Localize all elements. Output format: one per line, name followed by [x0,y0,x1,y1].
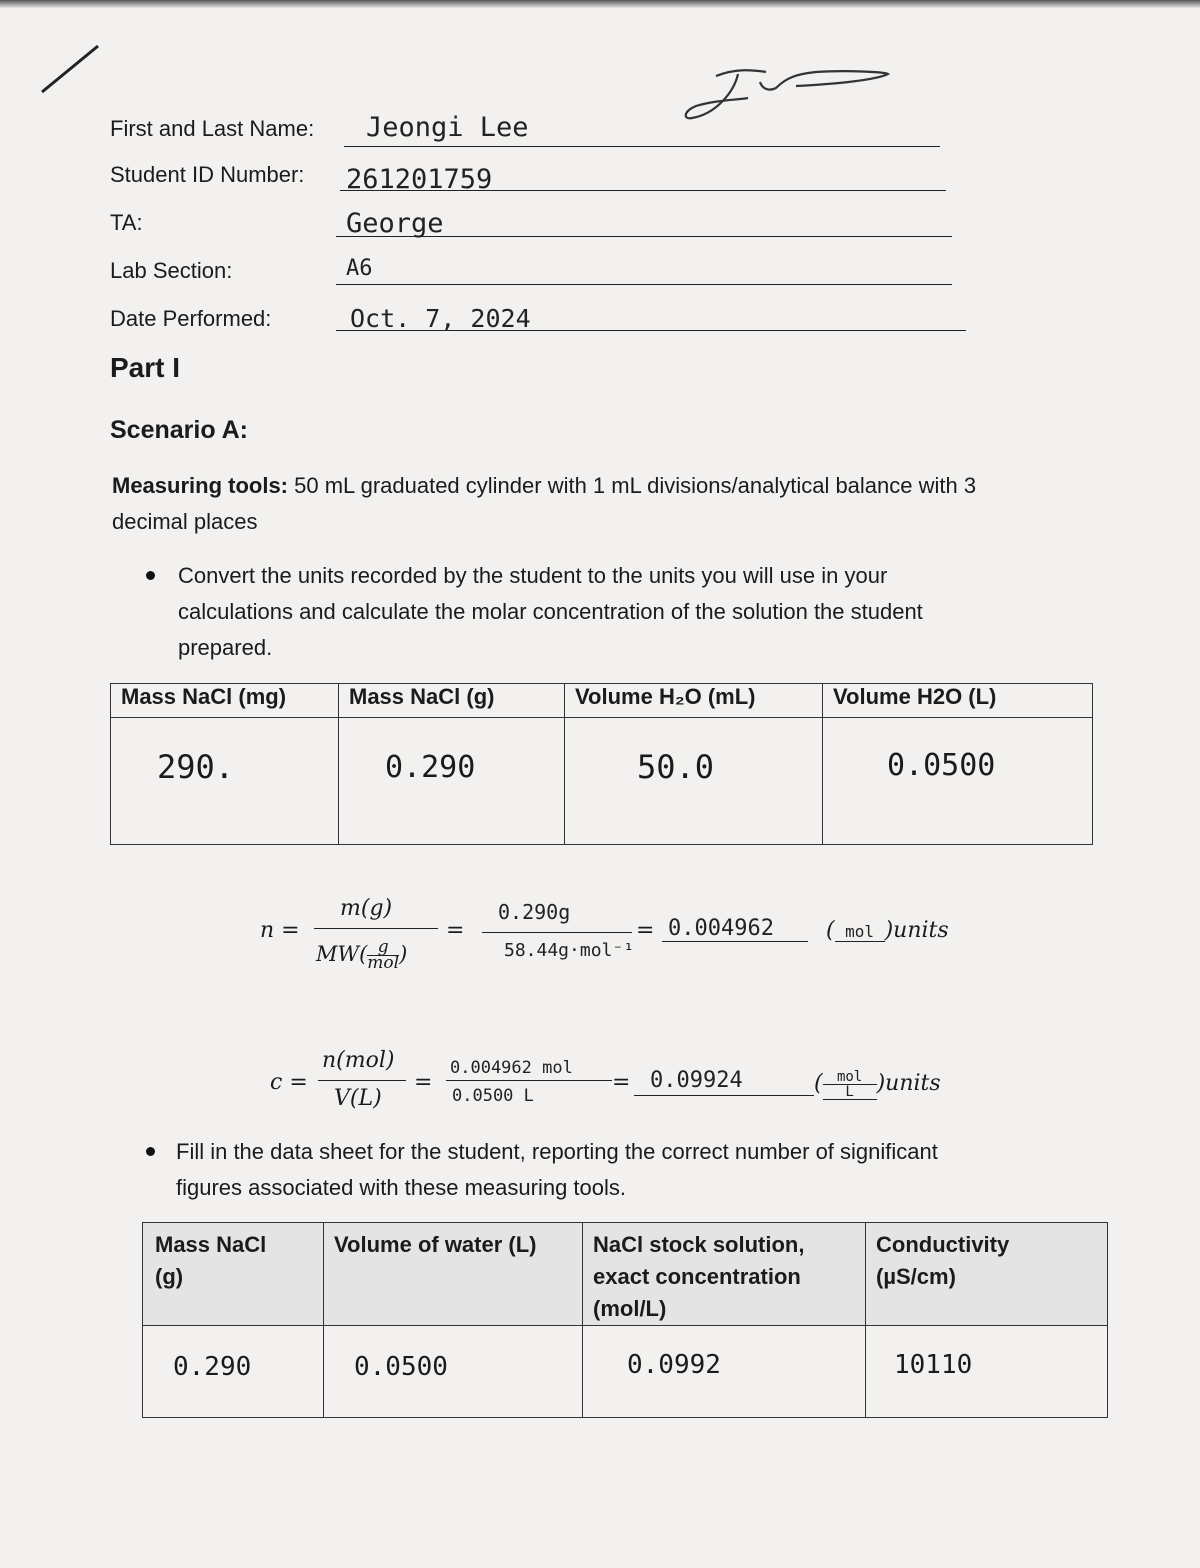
header-line: Volume of water (L) [334,1232,537,1257]
student-id-underline [340,190,946,191]
header-line: NaCl stock solution, [593,1232,805,1257]
eq1-units [826,918,949,943]
eq2-lhs: c = [270,1070,308,1095]
eq1-units-open: ( [826,918,835,943]
table-header-row [111,684,1093,718]
header-line: (mol/L) [593,1296,667,1321]
table-header-cell: Volume H₂O (mL) [565,684,823,718]
eq1-fraction-bar [314,928,438,929]
header-line: exact concentration [593,1264,801,1289]
table-header-cell [143,1223,324,1326]
eq2-units-open: ( [814,1071,823,1096]
eq2-unit-fraction [823,1070,877,1100]
eq2-units-close: )units [876,1071,941,1096]
student-id-label: Student ID Number: [110,162,305,187]
eq2-equals: = [414,1070,433,1095]
eq2-answer: 0.09924 [650,1068,743,1093]
eq2-unit-num: mol [823,1070,877,1085]
eq1-answer-underline [662,941,808,942]
table-cell: 50.0 [565,718,823,845]
bullet1-line3: prepared. [178,635,273,660]
table-cell: 0.290 [143,1326,324,1418]
table-header-cell [583,1223,866,1326]
eq2-fraction-bar [318,1080,406,1081]
eq2-units [814,1070,941,1100]
measuring-tools-text: 50 mL graduated cylinder with 1 mL divisions/analytical balance with 3 [294,473,977,498]
ta-underline [336,236,952,237]
ta-label: TA: [110,210,143,235]
measuring-tools-label: Measuring tools: [112,473,289,498]
table-header-row [143,1223,1108,1326]
table-cell: 0.0500 [823,718,1093,845]
eq2-numerator: n(mol) [322,1048,395,1073]
date-label: Date Performed: [110,306,272,331]
ta-value: George [346,208,444,239]
eq1-den-unit [367,937,400,973]
eq1-unit-hw: mol [835,922,885,942]
header-line: (g) [155,1264,184,1289]
eq1-numerator: m(g) [340,896,393,921]
lab-section-label: Lab Section: [110,258,233,283]
eq2-equals-2: = [612,1070,631,1095]
ta-initials-signature [676,58,896,128]
table-row [111,718,1093,845]
bullet1-line1: Convert the units recorded by the student to the units you will use in your [178,563,888,588]
eq1-den-mol: mol [367,953,400,973]
header-line: Mass NaCl [155,1232,267,1257]
student-id-value: 261201759 [346,164,493,195]
table-row [143,1326,1108,1418]
data-sheet-table [142,1222,1108,1418]
eq1-denominator [316,937,408,973]
measuring-tools-line2: decimal places [112,509,258,534]
lab-section-value: A6 [346,256,373,281]
table-cell: 290. [111,718,339,845]
bullet-icon [146,571,155,580]
table-cell: 0.0500 [324,1326,583,1418]
eq2-denominator: V(L) [334,1086,382,1111]
lab-section-underline [336,284,952,285]
table-cell: 0.290 [339,718,565,845]
eq1-answer: 0.004962 [668,916,774,941]
header-line: (µS/cm) [876,1264,956,1289]
table-header-cell [324,1223,583,1326]
table-cell: 10110 [866,1326,1108,1418]
bullet2-line1: Fill in the data sheet for the student, reporting the correct number of significant [176,1139,938,1164]
measuring-tools-line1 [112,468,976,504]
name-underline [344,146,940,147]
eq1-equals: = [446,918,465,943]
eq1-hw-denominator: 58.44g·mol⁻¹ [504,940,635,961]
date-underline [336,330,966,331]
eq2-hw-numerator: 0.004962 mol [450,1058,573,1078]
eq1-lhs: n = [260,918,300,943]
name-label: First and Last Name: [110,116,315,141]
part-title: Part I [110,352,181,383]
eq2-answer-underline [634,1095,814,1096]
eq1-units-close: )units [884,918,949,943]
eq2-unit-den: L [823,1085,877,1100]
eq1-hw-numerator: 0.290g [498,900,571,924]
eq2-hw-fraction-bar [446,1080,612,1081]
eq1-den-close: ) [399,942,408,966]
table-header-cell: Mass NaCl (mg) [111,684,339,718]
eq1-den-mw: MW( [316,942,368,966]
scan-edge-shadow [0,0,1200,8]
table-cell: 0.0992 [583,1326,866,1418]
eq1-den-g: g [367,940,399,956]
table-header-cell [866,1223,1108,1326]
bullet2-line2: figures associated with these measuring tools. [176,1175,627,1200]
table-header-cell: Mass NaCl (g) [339,684,565,718]
date-value: Oct. 7, 2024 [350,304,531,333]
table-header-cell: Volume H2O (L) [823,684,1093,718]
name-value: Jeongi Lee [366,112,529,143]
eq1-hw-fraction-bar [482,932,632,933]
bullet-icon [146,1147,155,1156]
eq2-hw-denominator: 0.0500 L [452,1086,534,1106]
bullet1-line2: calculations and calculate the molar concentration of the solution the student [178,599,923,624]
header-line: Conductivity [876,1232,1010,1257]
scenario-title: Scenario A: [110,416,249,444]
eq1-equals-2: = [636,918,655,943]
check-mark-icon [36,40,106,100]
conversion-table [110,683,1093,845]
